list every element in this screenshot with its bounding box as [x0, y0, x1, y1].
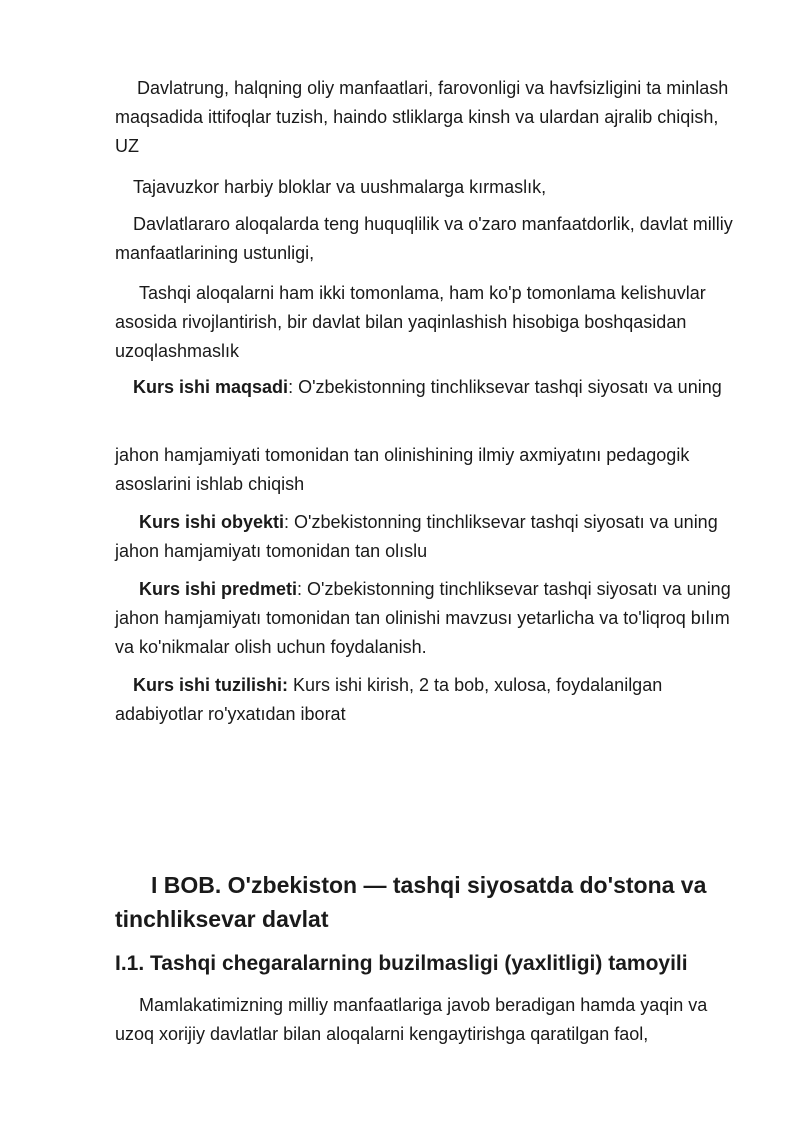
paragraph-no-military-blocs: Tajavuzkor harbiy bloklar va uushmalarga kırmaslık,	[133, 177, 547, 197]
paragraph-bilateral-multilateral: Tashqi aloqalarni ham ikki tomonlama, ham ko'p tomonlama kelishuvlar asosida rivojlantirish, bir davlat bilan yaqinlashish hisobiga boshqasidan uzoqlashmaslık	[115, 283, 706, 361]
paragraph-equal-rights: Davlatlararo aloqalarda teng huquqlilik va o'zaro manfaatdorlik, davlat milliy manfaatlarining ustunligi,	[115, 214, 733, 263]
paragraph-national-interests: Mamlakatimizning milliy manfaatlariga javob beradigan hamda yaqin va uzoq xorijiy davlatlar bilan aloqalarni kengaytirishga qaratilgan faol,	[115, 995, 708, 1044]
paragraph-principles-alliances: Davlatrung, halqning oliy manfaatlari, farovonligi va havfsizligini ta minlash maqsadida ittifoqlar tuzish, haindo stliklarga kinsh va ulardan ajralib chiqish, UZ	[115, 78, 729, 156]
course-structure-label: Kurs ishi tuzilishi:	[133, 675, 289, 695]
course-structure-text: Kurs ishi kirish, 2 ta bob, xulosa, foydalanilgan adabiyotlar ro'yxatıdan iborat	[115, 675, 663, 724]
paragraph-course-goal-continued: jahon hamjamiyati tomonidan tan olinishining ilmiy axmiyatını pedagogik asoslarini ishlab chiqish	[115, 445, 690, 494]
paragraph-course-structure	[115, 671, 735, 729]
paragraph-course-goal	[115, 373, 735, 402]
paragraph-course-object	[115, 508, 735, 566]
course-goal-label: Kurs ishi maqsadi	[133, 377, 289, 397]
chapter-heading: I BOB. O'zbekiston — tashqi siyosatda do'stona va tinchliksevar davlat	[115, 872, 707, 932]
section-heading: I.1. Tashqi chegaralarning buzilmasligi (yaxlitligi) tamoyili	[115, 952, 688, 975]
course-goal-text: : O'zbekistonning tinchliksevar tashqi siyosatı va uning	[288, 377, 722, 397]
course-subject-label: Kurs ishi predmeti	[139, 579, 298, 599]
paragraph-course-subject	[115, 575, 735, 662]
course-subject-text: : O'zbekistonning tinchliksevar tashqi siyosatı va uning jahon hamjamiyatı tomonidan tan olinishi mavzusı yetarlicha va to'liqroq bılım va ko'nikmalar olish uchun foydalanish.	[115, 579, 731, 657]
course-object-label: Kurs ishi obyekti	[139, 512, 285, 532]
course-object-text: : O'zbekistonning tinchliksevar tashqi siyosatı va uning jahon hamjamiyatı tomonidan tan olıslu	[115, 512, 718, 561]
